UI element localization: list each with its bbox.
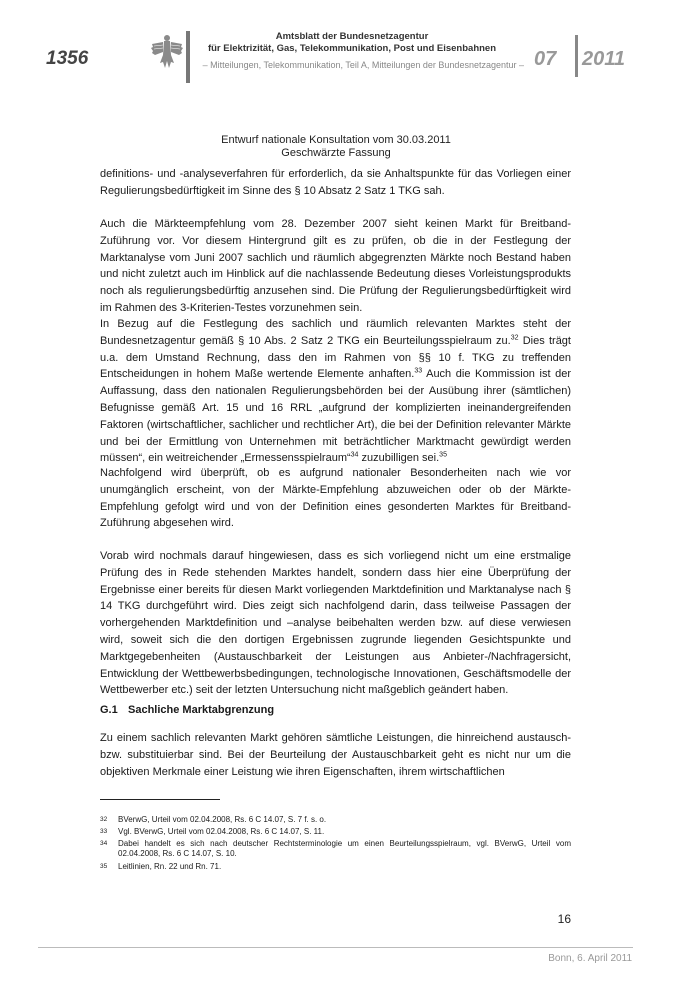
- page-number: 1356: [46, 48, 89, 69]
- footnote: [100, 815, 571, 825]
- footnote-text: BVerwG, Urteil vom 02.04.2008, Rs. 6 C 14.07, S. 7 f. s. o.: [118, 815, 327, 824]
- paragraph-text: zuzubilligen sei.: [358, 452, 440, 465]
- paragraph: Auch die Märkteempfehlung vom 28. Dezember 2007 sieht keinen Markt für Breitband-Zuführung vor. Vor diesem Hintergrund gilt es zu prüfen, ob die in der Festlegung der Marktanalyse vom Juni 2007 sachlich und räumlich abgegrenzten Märkte noch Bestand haben und nicht zuletzt auch im Hinblick auf die nachlassende Bedeutung dieses Vorleistungsprodukts noch als regulierungsbedürftig anzusehen sind. Die Prüfung der Regulierungsbedürftigkeit wird im Rahmen des 3-Kriterien-Testes vorzunehmen sein.: [100, 218, 571, 314]
- draft-notice-line1: Entwurf nationale Konsultation vom 30.03.2011: [221, 134, 451, 146]
- paragraph-text: Auch die Kommission ist der Auffassung, dass den nationalen Regulierungsbehörden bei der Ausübung ihrer (sämtlichen) Befugnisse gemäß Art. 15 und 16 RRL „aufgrund der komplizierten ineinandergreifenden Faktoren (wirtschaftlicher, sachlicher und rechtlicher Art), die bei der Definition relevanter Märkte und bei der Ermittlung von Unternehmen mit beträchtlicher Marktmacht gewürdigt werden müssen“, ein weitreichender „Ermessensspielraum“: [100, 368, 571, 465]
- paragraph-text: In Bezug auf die Festlegung des sachlich und räumlich relevanten Marktes steht der Bundesnetzagentur gemäß § 10 Abs. 2 Satz 2 TKG ein Beurteilungsspielraum zu.: [100, 318, 571, 347]
- issue-year: 2011: [582, 48, 626, 70]
- footnote-text: Vgl. BVerwG, Urteil vom 02.04.2008, Rs. 6 C 14.07, S. 11.: [118, 827, 325, 836]
- footnote: [100, 839, 571, 859]
- header-divider: [186, 31, 190, 83]
- federal-eagle-icon: [150, 33, 184, 71]
- paragraph: [100, 316, 571, 467]
- journal-title-line2: für Elektrizität, Gas, Telekommunikation, Post und Eisenbahnen: [207, 43, 497, 54]
- paragraph: Vorab wird nochmals darauf hingewiesen, dass es sich vorliegend nicht um eine erstmalige Prüfung des in Rede stehenden Marktes handelt, sondern dass hier eine Überprüfung der Ergebnisse einer bereits für diesen Markt vorliegenden Marktdefinition und Marktanalyse nach § 14 TKG durchgeführt wird. Dies zeigt sich nachfolgend darin, dass teilweise Passagen der vorhergehenden Marktdefinition und –analyse beibehalten werden bzw. auf diese verwiesen wird, soweit sich die den dortigen Ergebnissen zugrunde liegenden Gesichtspunkte und Marktgegebenheiten (Austauschbarkeit der Leistungen aus Anbieter-/Nachfragersicht, Entwicklung der Wettbewerbsbedingungen, technologische Innovationen, Geschäftsmodelle der Wettbewerber etc.) seit der letzten Untersuchung nicht maßgeblich geändert haben.: [100, 550, 571, 697]
- footnote-number: 32: [100, 816, 108, 823]
- paragraph: definitions- und -analyseverfahren für erforderlich, da sie Anhaltspunkte für das Vorliegen einer Regulierungsbedürftigkeit im Sinne des § 10 Absatz 2 Satz 1 TKG sah.: [100, 168, 571, 197]
- section-number: G.1: [100, 704, 118, 716]
- footnote: [100, 827, 571, 837]
- footnote-number: 33: [100, 828, 108, 835]
- paragraph: Zu einem sachlich relevanten Markt gehören sämtliche Leistungen, die hinreichend austausch- bzw. substituierbar sind. Bei der Beurteilung der Austauschbarkeit geht es nicht nur um die objektiven Merkmale einer Leistung wie ihren Eigenschaften, ihrem wirtschaftlichen: [100, 732, 571, 778]
- section-heading: [100, 704, 274, 716]
- issue-number: 07: [534, 48, 557, 70]
- footnote-ref[interactable]: 32: [510, 334, 519, 342]
- journal-title-line1: Amtsblatt der Bundesnetzagentur: [275, 31, 429, 42]
- journal-subtitle: – Mitteilungen, Telekommunikation, Teil A, Mitteilungen der Bundesnetzagentur –: [202, 60, 524, 70]
- footnote-number: 35: [100, 863, 108, 870]
- paragraph: Nachfolgend wird überprüft, ob es aufgrund nationaler Besonderheiten nach wie vor unumgänglich erscheint, von der Märkte-Empfehlung abzuweichen oder ob der Märkte-Empfehlung gefolgt wird und von der Definition eines gesonderten Marktes für Breitband-Zuführung abgesehen wird.: [100, 467, 571, 530]
- issue-divider: [575, 35, 578, 77]
- document-page-number: 16: [557, 912, 571, 926]
- paragraph-text: Dies trägt u.a. dem Umstand Rechnung, dass den im Rahmen von §§ 10 f. TKG zu treffenden Entscheidungen in hohem Maße wertende Elemente anhaften.: [100, 334, 571, 381]
- section-title: Sachliche Marktabgrenzung: [128, 704, 275, 716]
- footer-divider: [38, 947, 633, 948]
- footnote: [100, 862, 571, 872]
- footnote-number: 34: [100, 840, 108, 847]
- footnote-divider: [100, 799, 220, 800]
- draft-notice-line2: Geschwärzte Fassung: [281, 147, 391, 159]
- footnote-ref[interactable]: 35: [439, 451, 447, 459]
- footnote-text: Dabei handelt es sich nach deutscher Rechtsterminologie um einen Beurteilungsspielraum, vgl. BVerwG, Urteil vom 02.04.2008, Rs. 6 C 14.07, S. 10.: [118, 839, 571, 858]
- footnote-ref[interactable]: 33: [414, 367, 423, 375]
- footer-date: Bonn, 6. April 2011: [548, 953, 632, 964]
- footnote-text: Leitlinien, Rn. 22 und Rn. 71.: [118, 862, 222, 871]
- footnote-ref[interactable]: 34: [350, 451, 359, 459]
